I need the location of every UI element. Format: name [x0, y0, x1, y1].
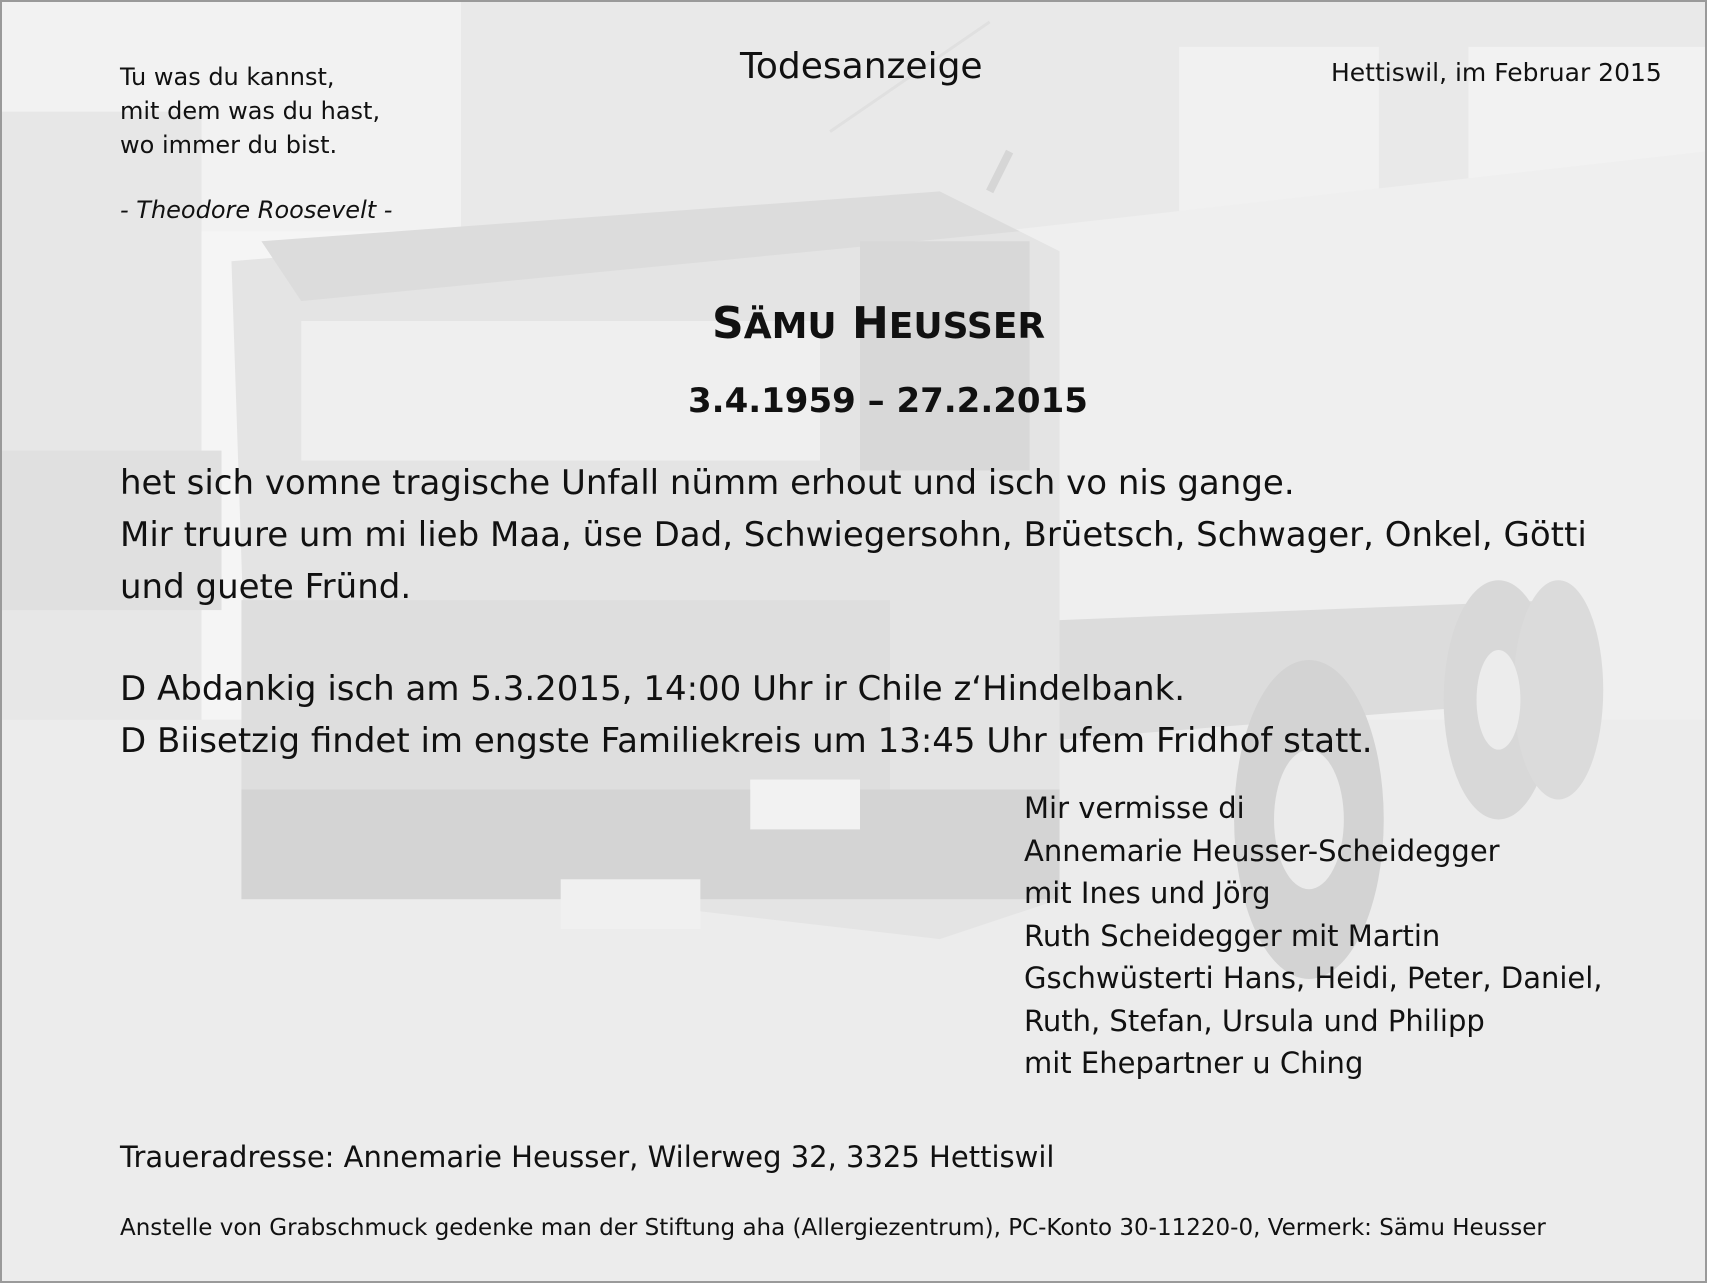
place-date: Hettiswil, im Februar 2015 [1331, 58, 1662, 87]
ceremony-line: D Biisetzig findet im engste Familiekreis um 13:45 Uhr ufem Fridhof statt. [120, 721, 1373, 761]
motto-quote [120, 60, 392, 227]
life-dates: 3.4.1959 – 27.2.2015 [688, 381, 1088, 421]
deceased-name [712, 298, 1045, 349]
name-smallcaps: EUSSER [888, 306, 1046, 347]
ceremony-line: D Abdankig isch am 5.3.2015, 14:00 Uhr ir Chile z‘Hindelbank. [120, 669, 1186, 709]
motto-line: mit dem was du hast, [120, 97, 381, 125]
mourners-list [1024, 787, 1603, 1085]
mourner-line: mit Ines und Jörg [1024, 876, 1271, 910]
name-initial: H [836, 298, 889, 349]
announcement-line: und guete Fründ. [120, 567, 412, 607]
mourner-line: Gschwüsterti Hans, Heidi, Peter, Daniel, [1024, 961, 1603, 995]
motto-line: wo immer du bist. [120, 131, 338, 159]
announcement-line: het sich vomne tragische Unfall nümm erhout und isch vo nis gange. [120, 463, 1295, 503]
motto-author: - Theodore Roosevelt - [120, 196, 393, 224]
mourner-line: Annemarie Heusser-Scheidegger [1024, 833, 1500, 868]
mourner-line: Ruth, Stefan, Ursula und Philipp [1024, 1003, 1485, 1038]
mourner-line: mit Ehepartner u Ching [1024, 1046, 1364, 1080]
name-smallcaps: ÄMU [743, 306, 837, 347]
name-initial: S [712, 298, 744, 349]
donation-note: Anstelle von Grabschmuck gedenke man der Stiftung aha (Allergiezentrum), PC-Konto 30-11220-0, Vermerk: Sämu Heusser [120, 1215, 1546, 1241]
mourning-address: Traueradresse: Annemarie Heusser, Wilerweg 32, 3325 Hettiswil [120, 1140, 1055, 1174]
mourner-line: Mir vermisse di [1024, 791, 1245, 825]
mourner-line: Ruth Scheidegger mit Martin [1024, 918, 1441, 953]
motto-line: Tu was du kannst, [120, 63, 335, 91]
announcement-text [120, 457, 1587, 767]
announcement-line: Mir truure um mi lieb Maa, üse Dad, Schwiegersohn, Brüetsch, Schwager, Onkel, Götti [120, 515, 1587, 555]
page-title: Todesanzeige [740, 46, 983, 87]
